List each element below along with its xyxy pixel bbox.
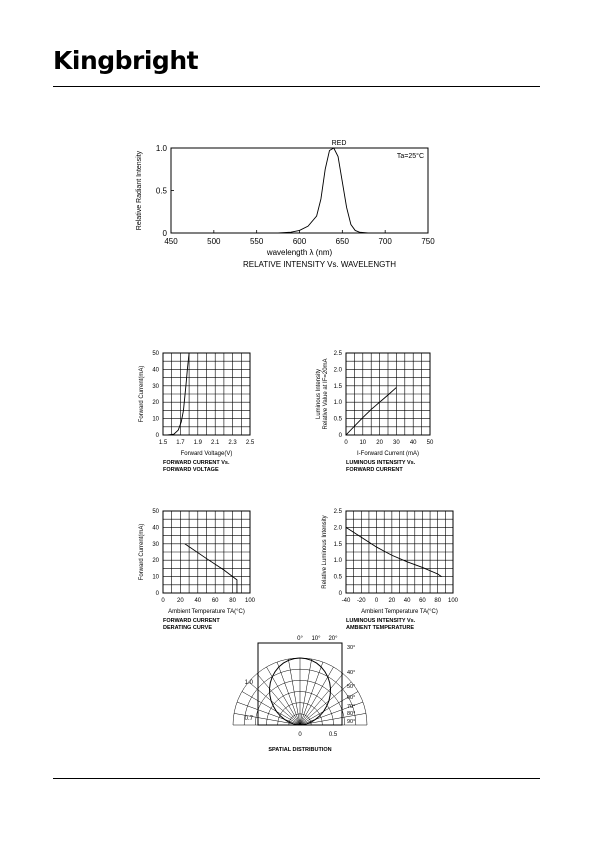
iv-xtick-label: 2.1 <box>211 440 220 446</box>
temperature-xtick-label: 60 <box>419 598 426 604</box>
temperature-caption: LUMINOUS INTENSITY Vs. <box>346 618 416 624</box>
spatial-left-label: 1.0 <box>244 680 253 686</box>
spatial-right-label: 30° <box>347 645 356 651</box>
spatial-caption: SPATIAL DISTRIBUTION <box>268 747 332 753</box>
luminous-xtick-label: 40 <box>409 440 417 446</box>
iv-ytick-label: 50 <box>152 351 159 357</box>
iv-ytick-label: 20 <box>152 400 159 407</box>
temperature-xtick-label: 20 <box>388 598 396 604</box>
iv-ytick-label: 40 <box>152 367 159 374</box>
temperature-xtick-label: -40 <box>341 598 351 604</box>
iv-caption: FORWARD VOLTAGE <box>163 467 219 473</box>
luminous-ytick-label: 1.0 <box>333 400 342 407</box>
iv-xtick-label: 1.7 <box>176 440 185 446</box>
derating-xtick-label: 0 <box>161 598 165 604</box>
temperature-xtick-label: 40 <box>403 598 411 604</box>
spatial-right-label: 50° <box>347 684 356 690</box>
luminous-xlabel: I-Forward Current (mA) <box>356 451 420 457</box>
spectrum-ytick-label: 1.0 <box>155 144 167 153</box>
luminous-ytick-label: 2.5 <box>333 351 342 357</box>
derating-caption: DERATING CURVE <box>163 625 212 631</box>
derating-ylabel: Forward Current(mA) <box>139 523 145 581</box>
iv-xtick-label: 2.5 <box>245 440 255 446</box>
derating-ytick-label: 50 <box>152 509 159 515</box>
temperature-ytick-label: 2.0 <box>333 525 342 532</box>
luminous-caption: FORWARD CURRENT <box>346 467 403 473</box>
derating-caption: FORWARD CURRENT <box>163 618 220 624</box>
spatial-bottom-label: 0.5 <box>328 732 338 738</box>
spatial-right-label: 70° <box>347 704 356 710</box>
derating-xtick-label: 40 <box>194 598 202 604</box>
spectrum-xtick-label: 450 <box>164 237 178 246</box>
derating-ytick-label: 20 <box>152 558 159 565</box>
derating-xtick-label: 100 <box>244 598 256 604</box>
iv-ytick-label: 10 <box>152 416 159 423</box>
spatial-top-label: 20° <box>328 636 338 642</box>
derating-ytick-label: 10 <box>152 574 159 581</box>
iv-ytick-label: 30 <box>152 383 159 390</box>
luminous-xtick-label: 10 <box>359 440 367 446</box>
spectrum-annotation-red: RED <box>331 140 347 147</box>
temperature-xlabel: Ambient Temperature TA(°C) <box>361 609 438 615</box>
spectrum-frame <box>171 148 428 233</box>
derating-ytick-label: 30 <box>152 541 159 548</box>
derating-xtick-label: 20 <box>177 598 184 604</box>
temperature-ytick-label: 0 <box>338 591 342 597</box>
iv-ylabel: Forward Current(mA) <box>139 365 145 423</box>
derating-ytick-label: 40 <box>152 525 159 532</box>
iv-xtick-label: 2.3 <box>228 440 237 446</box>
brand-logo: Kingbright <box>53 46 199 75</box>
spatial-right-label: 40° <box>347 670 356 676</box>
iv-xtick-label: 1.5 <box>158 440 168 446</box>
luminous-xtick-label: 50 <box>426 440 434 446</box>
spectrum-xtick-label: 650 <box>335 237 350 246</box>
temperature-xtick-label: 100 <box>447 598 459 604</box>
derating-xlabel: Ambient Temperature TA(°C) <box>168 609 245 615</box>
temperature-xtick-label: 0 <box>374 598 379 604</box>
temperature-caption: AMBIENT TEMPERATURE <box>346 625 415 631</box>
spatial-bottom-label: 0 <box>298 732 302 738</box>
spectrum-xtick-label: 550 <box>249 237 264 246</box>
luminous-ytick-label: 2.0 <box>333 367 342 374</box>
spatial-right-label: 90° <box>347 719 356 725</box>
iv-xtick-label: 1.9 <box>193 440 202 446</box>
spectrum-ylabel: Relative Radiant Intensity <box>136 150 143 231</box>
luminous-ylabel: Relative Value at IF=20mA <box>323 358 329 430</box>
temperature-ytick-label: 0.5 <box>333 574 342 581</box>
luminous-ytick-label: 0 <box>338 433 342 439</box>
iv-xlabel: Forward Voltage(V) <box>180 451 233 457</box>
spectrum-xtick-label: 750 <box>421 237 435 246</box>
temperature-ytick-label: 2.5 <box>333 509 342 515</box>
luminous-xtick-label: 0 <box>344 440 348 446</box>
spectrum-xlabel: wavelength λ (nm) <box>266 248 333 257</box>
iv-caption: FORWARD CURRENT Vs. <box>163 460 230 466</box>
spatial-top-label: 10° <box>311 636 321 642</box>
spectrum-xtick-label: 500 <box>207 237 221 246</box>
spectrum-title: RELATIVE INTENSITY Vs. WAVELENGTH <box>242 260 397 269</box>
spectrum-series-line <box>278 148 368 233</box>
luminous-ytick-label: 0.5 <box>333 416 342 423</box>
luminous-caption: LUMINOUS INTENSITY Vs. <box>346 460 416 466</box>
derating-xtick-label: 60 <box>211 598 219 604</box>
spectrum-ytick-label: 0.5 <box>155 186 167 196</box>
temperature-xtick-label: 80 <box>434 598 442 604</box>
derating-ytick-label: 0 <box>155 591 159 597</box>
spectrum-annotation-temp: Ta=25°C <box>396 153 424 160</box>
spatial-left-label: 0.7 <box>244 716 253 722</box>
luminous-ytick-label: 1.5 <box>333 383 342 390</box>
derating-xtick-label: 80 <box>229 598 236 604</box>
spectrum-xtick-label: 600 <box>292 237 307 246</box>
spectrum-xtick-label: 700 <box>378 237 392 246</box>
spatial-right-label: 60° <box>347 695 356 701</box>
luminous-ylabel: Luminous Intensity <box>316 368 322 420</box>
iv-ytick-label: 0 <box>155 433 159 439</box>
temperature-ylabel: Relative Luminous Intensity <box>322 515 328 589</box>
spatial-top-label: 0° <box>297 636 303 642</box>
temperature-ytick-label: 1.5 <box>333 541 342 548</box>
temperature-xtick-label: -20 <box>356 598 366 604</box>
temperature-ytick-label: 1.0 <box>333 558 342 565</box>
spatial-right-label: 80° <box>347 711 356 717</box>
luminous-xtick-label: 30 <box>393 440 400 446</box>
spectrum-ytick-label: 0 <box>162 229 167 238</box>
luminous-xtick-label: 20 <box>376 440 383 446</box>
